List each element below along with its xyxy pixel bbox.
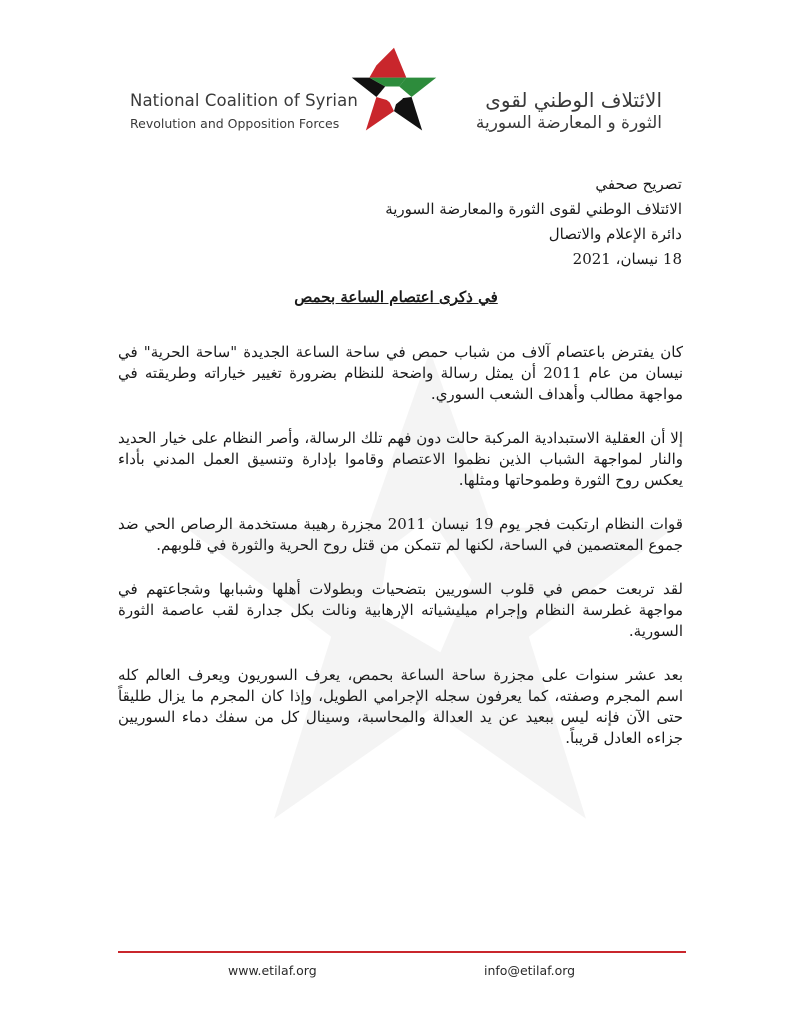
org-name-english-line1: National Coalition of Syrian	[130, 91, 358, 110]
document-type: تصريح صحفي	[595, 175, 682, 193]
press-release-meta	[385, 172, 682, 272]
org-name-english-line2: Revolution and Opposition Forces	[130, 116, 340, 131]
issuer-name: الائتلاف الوطني لقوى الثورة والمعارضة السورية	[385, 200, 682, 218]
body-paragraph: قوات النظام ارتكبت فجر يوم 19 نيسان 2011 مجزرة رهيبة مستخدمة الرصاص الحي ضد جموع المعتصمين في الساحة، لكنها لم تتمكن من قتل روح الحرية والثورة في قلوبهم.	[118, 515, 683, 554]
body-paragraph: بعد عشر سنوات على مجزرة ساحة الساعة بحمص، يعرف السوريون ويعرف العالم كله اسم المجرم وصفته، كما يعرفون سجله الإجرامي الطويل، وإذا كان المجرم ما يزال طليقاً حتى الآن فإنه ليس ببعيد عن يد العدالة والمحاسبة، وسينال كل من سفك دماء السوريين جزاءه العادل قريباً.	[118, 666, 683, 747]
statement-body	[118, 342, 683, 772]
body-paragraph: إلا أن العقلية الاستبدادية المركبة حالت دون فهم تلك الرسالة، وأصر النظام على خيار الحديد والنار لمواجهة الشباب الذين نظموا الاعتصام وقاموا بإدارة وتنسيق العمل المدني بأداء يعكس روح الثورة وطموحاتها ومثلها.	[118, 429, 683, 489]
org-name-english	[130, 91, 358, 133]
statement-title: في ذكرى اعتصام الساعة بحمص	[294, 288, 498, 306]
coalition-star-logo	[350, 46, 438, 134]
release-date: 18 نيسان، 2021	[572, 250, 682, 268]
body-paragraph: كان يفترض باعتصام آلاف من شباب حمص في ساحة الساعة الجديدة "ساحة الحرية" في نيسان من عام 2011 أن يمثل رسالة واضحة للنظام بضرورة تغيير خياراته وطريقته في مواجهة مطالب وأهداف الشعب السوري.	[118, 343, 683, 403]
org-name-arabic-line1: الائتلاف الوطني لقوى	[485, 88, 662, 112]
body-paragraph: لقد تربعت حمص في قلوب السوريين بتضحيات وبطولات أهلها وشبابها وشجاعتهم في مواجهة غطرسة النظام وإجرام ميليشياته الإرهابية ونالت بكل جدارة لقب عاصمة الثورة السورية.	[118, 580, 683, 640]
footer-website-link[interactable]: www.etilaf.org	[228, 963, 317, 978]
department-name: دائرة الإعلام والاتصال	[548, 225, 682, 243]
letterhead	[0, 0, 792, 150]
org-name-arabic	[476, 88, 662, 134]
footer-email-link[interactable]: info@etilaf.org	[484, 963, 576, 978]
footer-divider	[118, 951, 686, 953]
org-name-arabic-line2: الثورة و المعارضة السورية	[475, 113, 662, 133]
